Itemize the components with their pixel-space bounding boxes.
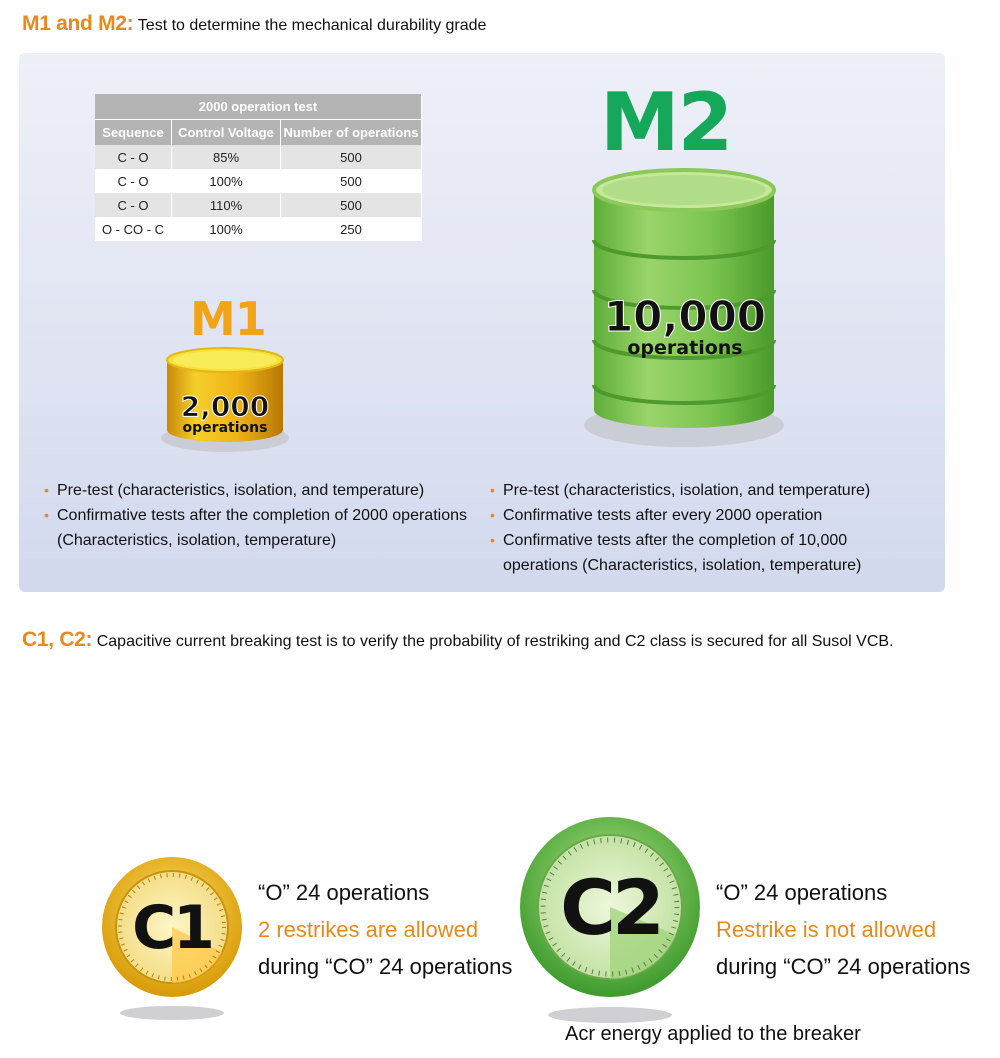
- m1-count: 2,000: [180, 390, 270, 423]
- c1-line1: “O” 24 operations: [258, 880, 430, 905]
- list-item: • Pre-test (characteristics, isolation, and temperature): [44, 478, 484, 503]
- table-row: [95, 217, 422, 241]
- c2-description: [716, 874, 970, 985]
- m1-bullet-list: [44, 478, 484, 553]
- list-item: • Confirmative tests after the completion of 10,000 operations (Characteristics, isolation, temperature): [490, 528, 890, 578]
- c1-line3: during “CO” 24 operations: [258, 954, 513, 979]
- operation-test-table: [95, 94, 422, 241]
- c1-description: [258, 874, 512, 985]
- c1-label: C1: [132, 893, 212, 963]
- table-cell: C - O: [95, 169, 172, 193]
- table-cell: 110%: [172, 193, 281, 217]
- section-heading-m1-m2: [22, 12, 486, 36]
- m1-unit: operations: [182, 420, 268, 436]
- section-key: M1 and M2:: [22, 12, 134, 35]
- table-title: 2000 operation test: [95, 94, 422, 120]
- cut-off-caption: Acr energy applied to the breaker: [565, 1023, 861, 1045]
- m1-label: M1: [190, 292, 266, 346]
- table-row: [95, 169, 422, 193]
- table-cell: C - O: [95, 193, 172, 217]
- m2-bullet-list: [490, 478, 890, 578]
- c2-line1: “O” 24 operations: [716, 880, 888, 905]
- table-cell: 500: [281, 169, 422, 193]
- table-cell: 500: [281, 193, 422, 217]
- table-row: [95, 193, 422, 217]
- c1-line2: 2 restrikes are allowed: [258, 917, 479, 942]
- list-item: • Confirmative tests after every 2000 operation: [490, 503, 890, 528]
- c2-label: C2: [560, 863, 661, 952]
- list-item: • Confirmative tests after the completion of 2000 operations (Characteristics, isolation, temperature): [44, 503, 484, 553]
- c2-line2: Restrike is not allowed: [716, 917, 937, 942]
- section-key: C1, C2:: [22, 628, 93, 651]
- section-description: Test to determine the mechanical durability grade: [137, 17, 487, 34]
- m2-unit: operations: [627, 337, 743, 359]
- c2-line3: during “CO” 24 operations: [716, 954, 971, 979]
- table-cell: 85%: [172, 145, 281, 169]
- table-cell: C - O: [95, 145, 172, 169]
- column-header: Control Voltage: [172, 120, 281, 146]
- table-cell: 100%: [172, 217, 281, 241]
- table-cell: 100%: [172, 169, 281, 193]
- table-cell: 500: [281, 145, 422, 169]
- m2-count: 10,000: [603, 292, 767, 341]
- column-header: Sequence: [95, 120, 172, 146]
- list-item: • Pre-test (characteristics, isolation, and temperature): [490, 478, 890, 503]
- section-description: Capacitive current breaking test is to verify the probability of restriking and C2 class is secured for all Susol VCB.: [96, 633, 894, 650]
- table-cell: 250: [281, 217, 422, 241]
- m1-count-block: [160, 390, 290, 436]
- m2-label: M2: [600, 76, 732, 169]
- table-cell: O - CO - C: [95, 217, 172, 241]
- table-row: [95, 145, 422, 169]
- m2-count-block: [595, 292, 775, 359]
- column-header: Number of operations: [281, 120, 422, 146]
- section-heading-c1-c2: [22, 628, 894, 652]
